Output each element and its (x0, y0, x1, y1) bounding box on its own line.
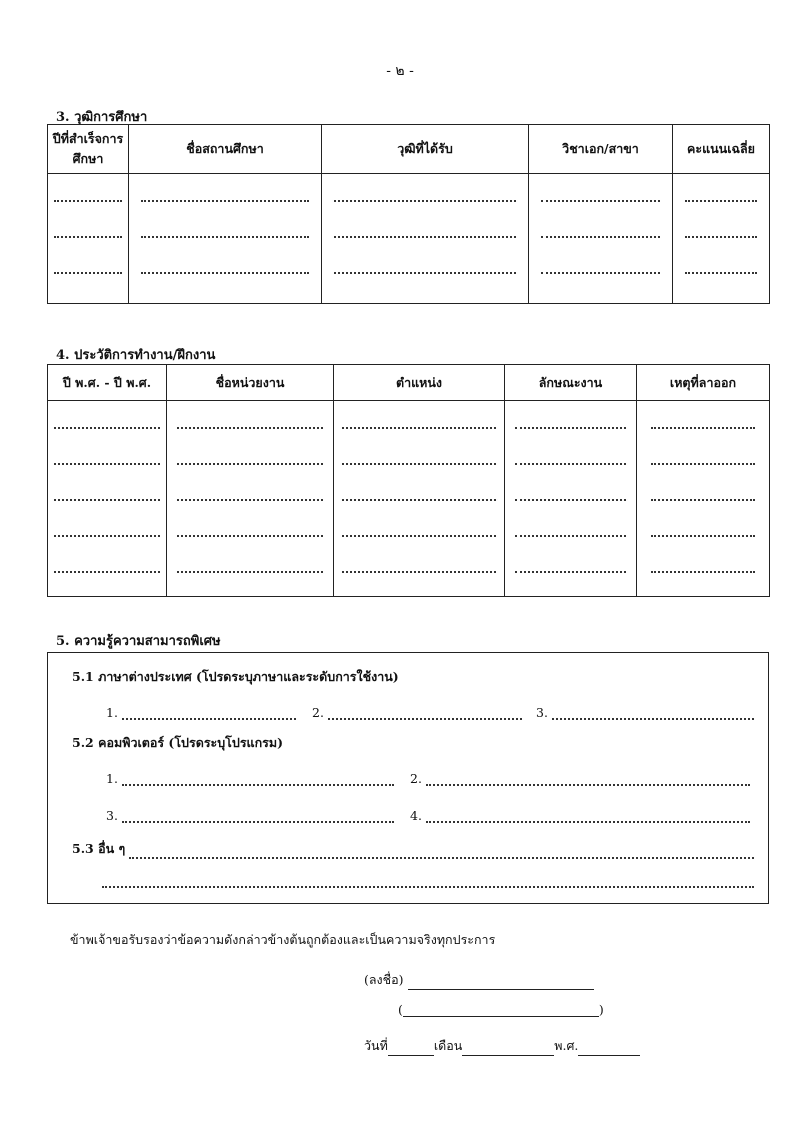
work-organization-cell[interactable] (167, 401, 334, 597)
education-table (47, 124, 770, 304)
education-col-year: ปีที่สำเร็จการศึกษา (48, 125, 129, 174)
work-years-cell[interactable] (48, 401, 167, 597)
certification-statement: ข้าพเจ้าขอรับรองว่าข้อความดังกล่าวข้างต้นถูกต้องและเป็นความจริงทุกประการ (70, 932, 496, 947)
printed-name-line[interactable] (398, 1002, 604, 1017)
work-section-title: 4. ประวัติการทำงาน/ฝึกงาน (56, 348, 216, 363)
month-field[interactable] (462, 1041, 554, 1056)
computer-item-3-label: 3. (106, 808, 118, 823)
page-number: - ๒ - (386, 63, 414, 79)
year-label: พ.ศ. (554, 1038, 579, 1053)
other-skills-label: 5.3 อื่น ๆ (72, 841, 126, 856)
education-institution-cell[interactable] (129, 174, 322, 304)
work-table (47, 364, 770, 597)
open-paren: ( (398, 1002, 403, 1017)
education-major-cell[interactable] (529, 174, 673, 304)
work-col-position: ตำแหน่ง (334, 365, 505, 401)
computer-field-4[interactable] (410, 808, 750, 823)
other-skills-field-2[interactable] (102, 875, 754, 888)
work-position-cell[interactable] (334, 401, 505, 597)
language-heading: 5.1 ภาษาต่างประเทศ (โปรดระบุภาษาและระดับการใช้งาน) (72, 669, 399, 684)
work-col-job-type: ลักษณะงาน (505, 365, 637, 401)
date-line (364, 1036, 640, 1056)
year-field[interactable] (578, 1041, 640, 1056)
language-item-3-label: 3. (536, 705, 548, 720)
month-label: เดือน (433, 1038, 463, 1053)
education-gpa-cell[interactable] (673, 174, 770, 304)
computer-field-3[interactable] (106, 808, 394, 823)
sign-label: (ลงชื่อ) (364, 972, 404, 987)
computer-field-2[interactable] (410, 771, 750, 786)
language-item-2-label: 2. (312, 705, 324, 720)
work-col-leave-reason: เหตุที่ลาออก (637, 365, 770, 401)
language-item-1-label: 1. (106, 705, 118, 720)
education-col-degree: วุฒิที่ได้รับ (322, 125, 529, 174)
computer-item-1-label: 1. (106, 771, 118, 786)
work-leave-reason-cell[interactable] (637, 401, 770, 597)
language-field-2[interactable] (312, 705, 522, 720)
day-label: วันที่ (364, 1038, 388, 1053)
language-field-3[interactable] (536, 705, 754, 720)
computer-heading: 5.2 คอมพิวเตอร์ (โปรดระบุโปรแกรม) (72, 735, 284, 750)
language-field-1[interactable] (106, 705, 296, 720)
work-col-years: ปี พ.ศ. - ปี พ.ศ. (48, 365, 167, 401)
printed-name-field[interactable] (403, 1002, 599, 1017)
computer-item-4-label: 4. (410, 808, 422, 823)
signature-field[interactable] (408, 975, 594, 990)
skills-section-title: 5. ความรู้ความสามารถพิเศษ (56, 634, 221, 649)
education-col-major: วิชาเอก/สาขา (529, 125, 673, 174)
work-col-organization: ชื่อหน่วยงาน (167, 365, 334, 401)
computer-field-1[interactable] (106, 771, 394, 786)
close-paren: ) (598, 1002, 604, 1017)
signature-line[interactable] (364, 970, 594, 990)
education-section-title: 3. วุฒิการศึกษา (56, 110, 148, 125)
education-year-cell[interactable] (48, 174, 129, 304)
computer-item-2-label: 2. (410, 771, 422, 786)
other-skills-field[interactable] (72, 839, 754, 859)
education-col-gpa: คะแนนเฉลี่ย (673, 125, 770, 174)
day-field[interactable] (388, 1041, 434, 1056)
education-degree-cell[interactable] (322, 174, 529, 304)
education-col-institution: ชื่อสถานศึกษา (129, 125, 322, 174)
work-job-type-cell[interactable] (505, 401, 637, 597)
skills-box (47, 652, 769, 904)
